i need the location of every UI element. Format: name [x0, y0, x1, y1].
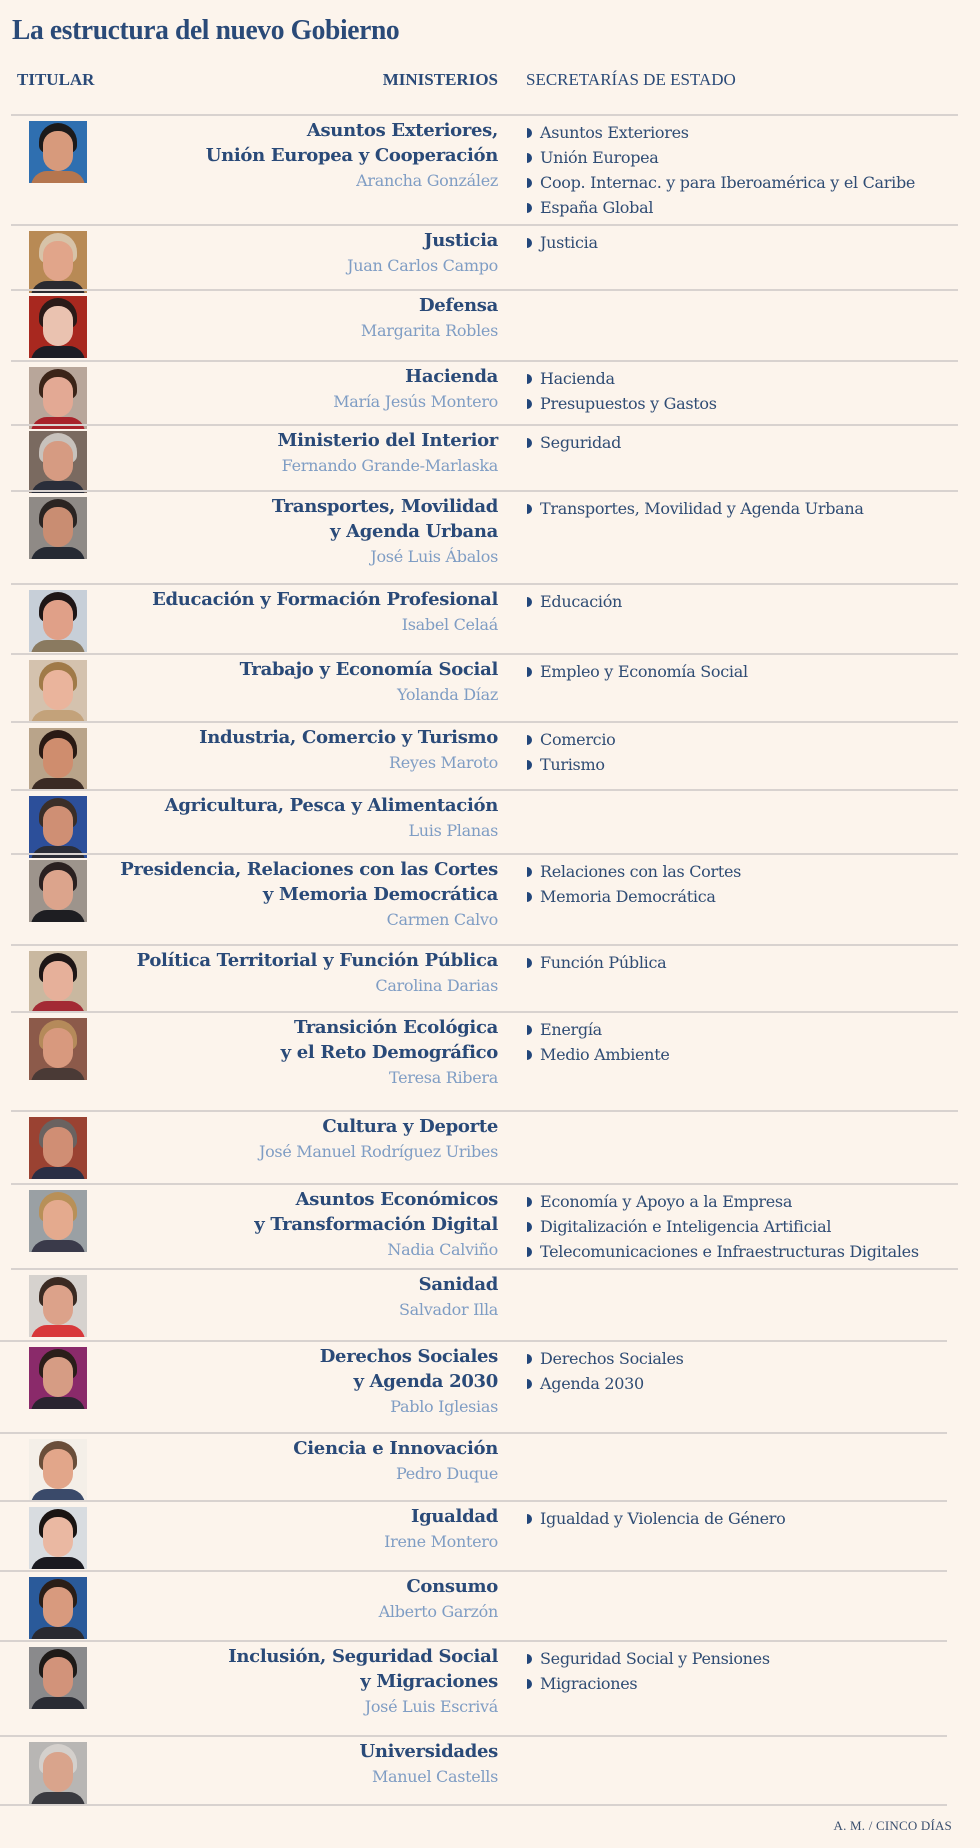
- portrait-photo: [29, 1275, 87, 1337]
- portrait-body: [31, 1697, 85, 1709]
- portrait-photo: [29, 1347, 87, 1409]
- minister-name: Pedro Duque: [396, 1464, 498, 1483]
- ministry-name: y Transformación Digital: [254, 1214, 498, 1235]
- secretaria-label: España Global: [540, 198, 654, 217]
- secretarias-list: [527, 1189, 919, 1264]
- half-circle-bullet-icon: [527, 597, 532, 607]
- minister-name: Yolanda Díaz: [397, 685, 498, 704]
- secretarias-list: [527, 727, 615, 777]
- half-circle-bullet-icon: [527, 735, 532, 745]
- page-title: La estructura del nuevo Gobierno: [12, 14, 400, 46]
- half-circle-bullet-icon: [527, 760, 532, 770]
- secretaria-item: [527, 145, 915, 170]
- minister-name: José Luis Ábalos: [370, 547, 498, 566]
- row-divider: [11, 789, 958, 791]
- ministry-name: Defensa: [418, 295, 498, 316]
- ministry-name: Hacienda: [405, 366, 498, 387]
- table-row: [0, 289, 980, 360]
- portrait-face: [43, 1449, 73, 1489]
- row-divider: [0, 1432, 947, 1434]
- portrait-face: [43, 241, 73, 281]
- secretarias-list: [527, 496, 864, 521]
- portrait-photo: [29, 1647, 87, 1709]
- portrait-photo: [29, 728, 87, 790]
- secretaria-label: Medio Ambiente: [540, 1045, 670, 1064]
- half-circle-bullet-icon: [527, 1025, 532, 1035]
- minister-name: Reyes Maroto: [389, 753, 498, 772]
- ministry-block: [281, 1015, 498, 1090]
- ministry-name: Cultura y Deporte: [322, 1116, 498, 1137]
- table-row: [0, 360, 980, 424]
- secretarias-list: [527, 230, 598, 255]
- secretaria-item: [527, 496, 864, 521]
- half-circle-bullet-icon: [527, 203, 532, 213]
- table-row: [0, 1570, 980, 1640]
- portrait-body: [31, 346, 85, 358]
- ministry-name: y Memoria Democrática: [262, 884, 498, 905]
- row-divider: [11, 1268, 958, 1270]
- ministry-name: Industria, Comercio y Turismo: [199, 727, 498, 748]
- secretaria-label: Educación: [540, 592, 623, 611]
- secretaria-item: [527, 1042, 670, 1067]
- ministry-block: [240, 657, 498, 707]
- secretaria-item: [527, 366, 717, 391]
- column-header-titular: TITULAR: [17, 70, 95, 89]
- row-divider: [11, 360, 958, 362]
- table-row: [0, 853, 980, 944]
- ministry-block: [359, 1739, 498, 1789]
- portrait-photo: [29, 860, 87, 922]
- secretaria-label: Turismo: [540, 755, 605, 774]
- ministry-name: y Agenda Urbana: [329, 521, 498, 542]
- minister-name: Isabel Celaá: [401, 615, 498, 634]
- minister-name: Manuel Castells: [371, 1767, 498, 1786]
- ministry-block: [333, 364, 498, 414]
- portrait-photo: [29, 367, 87, 429]
- secretaria-label: Coop. Internac. y para Iberoamérica y el Caribe: [540, 173, 916, 192]
- ministry-name: Universidades: [359, 1741, 498, 1762]
- portrait-body: [31, 640, 85, 652]
- secretarias-list: [527, 659, 748, 684]
- portrait-photo: [29, 796, 87, 858]
- portrait-face: [43, 1517, 73, 1557]
- secretaria-item: [527, 391, 717, 416]
- minister-name: Carmen Calvo: [386, 910, 498, 929]
- table-row: [0, 1640, 980, 1735]
- portrait-face: [43, 1587, 73, 1627]
- government-table: [0, 114, 980, 1805]
- half-circle-bullet-icon: [527, 504, 532, 514]
- secretaria-item: [527, 659, 748, 684]
- table-row: [0, 424, 980, 490]
- secretarias-list: [527, 430, 621, 455]
- ministry-name: y el Reto Demográfico: [280, 1042, 498, 1063]
- ministry-name: Educación y Formación Profesional: [152, 589, 498, 610]
- portrait-body: [31, 1240, 85, 1252]
- secretaria-label: Telecomunicaciones e Infraestructuras Digitales: [540, 1242, 919, 1261]
- ministry-name: y Migraciones: [360, 1671, 498, 1692]
- ministry-block: [165, 793, 498, 843]
- secretaria-item: [527, 589, 622, 614]
- minister-name: Salvador Illa: [399, 1300, 498, 1319]
- portrait-face: [43, 806, 73, 846]
- ministry-block: [361, 293, 498, 343]
- half-circle-bullet-icon: [527, 867, 532, 877]
- portrait-photo: [29, 1577, 87, 1639]
- ministry-block: [259, 1114, 498, 1164]
- portrait-face: [43, 1127, 73, 1167]
- secretarias-list: [527, 1506, 785, 1531]
- table-row: [0, 1340, 980, 1432]
- portrait-face: [43, 1657, 73, 1697]
- portrait-face: [43, 131, 73, 171]
- table-row: [0, 1110, 980, 1183]
- secretaria-item: [527, 1506, 785, 1531]
- row-divider: [11, 114, 958, 116]
- portrait-photo: [29, 1117, 87, 1179]
- portrait-face: [43, 1752, 73, 1792]
- secretaria-item: [527, 170, 915, 195]
- secretaria-label: Función Pública: [540, 953, 667, 972]
- secretaria-label: Igualdad y Violencia de Género: [540, 1509, 786, 1528]
- portrait-body: [31, 1167, 85, 1179]
- secretaria-label: Derechos Sociales: [540, 1349, 684, 1368]
- row-divider: [11, 224, 958, 226]
- secretaria-item: [527, 1017, 670, 1042]
- table-row: [0, 721, 980, 789]
- secretaria-item: [527, 1646, 770, 1671]
- minister-name: Fernando Grande-Marlaska: [281, 456, 498, 475]
- minister-name: Carolina Darias: [375, 976, 498, 995]
- table-row: [0, 944, 980, 1011]
- portrait-face: [43, 961, 73, 1001]
- half-circle-bullet-icon: [527, 1247, 532, 1257]
- half-circle-bullet-icon: [527, 667, 532, 677]
- portrait-photo: [29, 497, 87, 559]
- portrait-photo: [29, 1742, 87, 1804]
- minister-name: Alberto Garzón: [378, 1602, 498, 1621]
- ministry-name: Asuntos Económicos: [295, 1189, 498, 1210]
- portrait-face: [43, 1200, 73, 1240]
- secretarias-list: [527, 1017, 670, 1067]
- minister-name: María Jesús Montero: [333, 392, 498, 411]
- minister-name: José Luis Escrivá: [364, 1697, 498, 1716]
- secretaria-label: Comercio: [540, 730, 616, 749]
- secretaria-label: Energía: [540, 1020, 602, 1039]
- column-header-ministerios: MINISTERIOS: [382, 70, 498, 89]
- portrait-body: [31, 1627, 85, 1639]
- half-circle-bullet-icon: [527, 438, 532, 448]
- secretaria-label: Unión Europea: [540, 148, 659, 167]
- row-divider: [11, 289, 958, 291]
- portrait-photo: [29, 1190, 87, 1252]
- ministry-name: Sanidad: [418, 1274, 498, 1295]
- half-circle-bullet-icon: [527, 128, 532, 138]
- row-divider: [11, 583, 958, 585]
- minister-name: Pablo Iglesias: [390, 1397, 498, 1416]
- row-divider: [11, 653, 958, 655]
- portrait-body: [31, 171, 85, 183]
- portrait-photo: [29, 590, 87, 652]
- half-circle-bullet-icon: [527, 1379, 532, 1389]
- secretarias-list: [527, 1346, 684, 1396]
- portrait-face: [43, 1028, 73, 1068]
- half-circle-bullet-icon: [527, 399, 532, 409]
- minister-name: Nadia Calviño: [387, 1240, 498, 1259]
- portrait-body: [31, 1325, 85, 1337]
- secretaria-label: Relaciones con las Cortes: [540, 862, 742, 881]
- secretaria-item: [527, 950, 666, 975]
- table-row: [0, 1432, 980, 1500]
- ministry-name: Transportes, Movilidad: [271, 496, 498, 517]
- ministry-block: [347, 228, 498, 278]
- ministry-block: [320, 1344, 498, 1419]
- portrait-photo: [29, 660, 87, 722]
- secretaria-item: [527, 884, 741, 909]
- portrait-photo: [29, 121, 87, 183]
- ministry-block: [152, 587, 498, 637]
- portrait-photo: [29, 1439, 87, 1501]
- secretaria-label: Transportes, Movilidad y Agenda Urbana: [540, 499, 864, 518]
- minister-name: Juan Carlos Campo: [347, 256, 498, 275]
- row-divider: [11, 1183, 958, 1185]
- half-circle-bullet-icon: [527, 1354, 532, 1364]
- ministry-block: [206, 118, 498, 193]
- table-row: [0, 490, 980, 583]
- secretarias-list: [527, 120, 915, 220]
- row-divider: [11, 1110, 958, 1112]
- half-circle-bullet-icon: [527, 1050, 532, 1060]
- table-bottom-divider: [0, 1804, 947, 1806]
- portrait-face: [43, 738, 73, 778]
- row-divider: [11, 721, 958, 723]
- portrait-face: [43, 507, 73, 547]
- secretaria-label: Seguridad Social y Pensiones: [540, 1649, 770, 1668]
- ministry-name: Ciencia e Innovación: [293, 1438, 498, 1459]
- half-circle-bullet-icon: [527, 958, 532, 968]
- secretaria-item: [527, 1214, 919, 1239]
- secretaria-item: [527, 230, 598, 255]
- ministry-block: [384, 1504, 498, 1554]
- ministry-name: Justicia: [424, 230, 498, 251]
- ministry-name: Política Territorial y Función Pública: [136, 950, 498, 971]
- minister-name: Margarita Robles: [360, 321, 498, 340]
- secretaria-item: [527, 1671, 770, 1696]
- portrait-photo: [29, 431, 87, 493]
- secretaria-item: [527, 195, 915, 220]
- secretarias-list: [527, 1646, 770, 1696]
- ministry-name: Consumo: [406, 1576, 498, 1597]
- ministry-name: Derechos Sociales: [319, 1346, 498, 1367]
- table-row: [0, 789, 980, 853]
- portrait-body: [31, 910, 85, 922]
- ministry-name: Unión Europea y Cooperación: [205, 145, 498, 166]
- half-circle-bullet-icon: [527, 1197, 532, 1207]
- secretaria-item: [527, 430, 621, 455]
- minister-name: Irene Montero: [384, 1532, 498, 1551]
- half-circle-bullet-icon: [527, 1222, 532, 1232]
- secretaria-label: Presupuestos y Gastos: [540, 394, 717, 413]
- table-row: [0, 1183, 980, 1268]
- ministry-name: Asuntos Exteriores,: [306, 120, 498, 141]
- secretarias-list: [527, 950, 666, 975]
- table-row: [0, 224, 980, 289]
- table-row: [0, 1011, 980, 1110]
- table-row: [0, 1500, 980, 1570]
- table-row: [0, 653, 980, 721]
- ministry-block: [254, 1187, 498, 1262]
- ministry-block: [137, 948, 498, 998]
- half-circle-bullet-icon: [527, 1679, 532, 1689]
- secretarias-list: [527, 859, 741, 909]
- portrait-face: [43, 1285, 73, 1325]
- portrait-body: [31, 1557, 85, 1569]
- secretaria-item: [527, 120, 915, 145]
- row-divider: [11, 424, 958, 426]
- portrait-face: [43, 1357, 73, 1397]
- row-divider: [11, 490, 958, 492]
- portrait-face: [43, 870, 73, 910]
- ministry-block: [399, 1272, 498, 1322]
- portrait-body: [31, 547, 85, 559]
- row-divider: [0, 1570, 947, 1572]
- portrait-body: [31, 1397, 85, 1409]
- ministry-name: Presidencia, Relaciones con las Cortes: [120, 859, 498, 880]
- portrait-face: [43, 441, 73, 481]
- half-circle-bullet-icon: [527, 178, 532, 188]
- secretarias-list: [527, 366, 717, 416]
- row-divider: [0, 1735, 947, 1737]
- portrait-face: [43, 670, 73, 710]
- ministry-name: Inclusión, Seguridad Social: [228, 1646, 498, 1667]
- secretaria-label: Justicia: [540, 233, 598, 252]
- ministry-block: [277, 428, 498, 478]
- ministry-block: [379, 1574, 498, 1624]
- secretaria-item: [527, 1239, 919, 1264]
- minister-name: Arancha González: [356, 171, 498, 190]
- table-row: [0, 1735, 980, 1805]
- half-circle-bullet-icon: [527, 374, 532, 384]
- ministry-name: Transición Ecológica: [293, 1017, 498, 1038]
- secretaria-item: [527, 1346, 684, 1371]
- half-circle-bullet-icon: [527, 1654, 532, 1664]
- ministry-name: Ministerio del Interior: [277, 430, 498, 451]
- row-divider: [0, 1500, 947, 1502]
- secretaria-label: Digitalización e Inteligencia Artificial: [540, 1217, 832, 1236]
- portrait-face: [43, 377, 73, 417]
- portrait-photo: [29, 231, 87, 293]
- secretaria-item: [527, 1189, 919, 1214]
- table-row: [0, 583, 980, 653]
- minister-name: José Manuel Rodríguez Uribes: [258, 1142, 498, 1161]
- secretarias-list: [527, 589, 622, 614]
- secretaria-label: Migraciones: [540, 1674, 638, 1693]
- portrait-face: [43, 600, 73, 640]
- secretaria-item: [527, 727, 615, 752]
- half-circle-bullet-icon: [527, 153, 532, 163]
- portrait-body: [31, 1792, 85, 1804]
- row-divider: [0, 1640, 947, 1642]
- table-row: [0, 1268, 980, 1340]
- portrait-body: [31, 1068, 85, 1080]
- ministry-name: Igualdad: [410, 1506, 498, 1527]
- secretaria-item: [527, 752, 615, 777]
- secretaria-label: Hacienda: [540, 369, 615, 388]
- row-divider: [11, 944, 958, 946]
- secretaria-label: Empleo y Economía Social: [540, 662, 748, 681]
- minister-name: Teresa Ribera: [388, 1068, 498, 1087]
- minister-name: Luis Planas: [408, 821, 498, 840]
- ministry-block: [293, 1436, 498, 1486]
- secretaria-label: Agenda 2030: [540, 1374, 644, 1393]
- ministry-name: Trabajo y Economía Social: [239, 659, 498, 680]
- ministry-block: [199, 725, 498, 775]
- portrait-photo: [29, 1018, 87, 1080]
- portrait-photo: [29, 951, 87, 1013]
- secretaria-label: Asuntos Exteriores: [540, 123, 689, 142]
- source-credit: A. M. / CINCO DÍAS: [833, 1818, 952, 1833]
- secretaria-label: Seguridad: [540, 433, 622, 452]
- row-divider: [11, 1011, 958, 1013]
- portrait-photo: [29, 296, 87, 358]
- secretaria-item: [527, 859, 741, 884]
- column-header-secretarias: SECRETARÍAS DE ESTADO: [526, 70, 736, 89]
- half-circle-bullet-icon: [527, 238, 532, 248]
- half-circle-bullet-icon: [527, 1514, 532, 1524]
- secretaria-label: Economía y Apoyo a la Empresa: [540, 1192, 793, 1211]
- ministry-block: [228, 1644, 498, 1719]
- portrait-face: [43, 306, 73, 346]
- secretaria-label: Memoria Democrática: [540, 887, 716, 906]
- secretaria-item: [527, 1371, 684, 1396]
- ministry-name: y Agenda 2030: [353, 1371, 498, 1392]
- half-circle-bullet-icon: [527, 892, 532, 902]
- portrait-photo: [29, 1507, 87, 1569]
- ministry-block: [272, 494, 498, 569]
- table-row: [0, 114, 980, 224]
- ministry-block: [120, 857, 498, 932]
- row-divider: [11, 853, 958, 855]
- row-divider: [0, 1340, 947, 1342]
- ministry-name: Agricultura, Pesca y Alimentación: [164, 795, 498, 816]
